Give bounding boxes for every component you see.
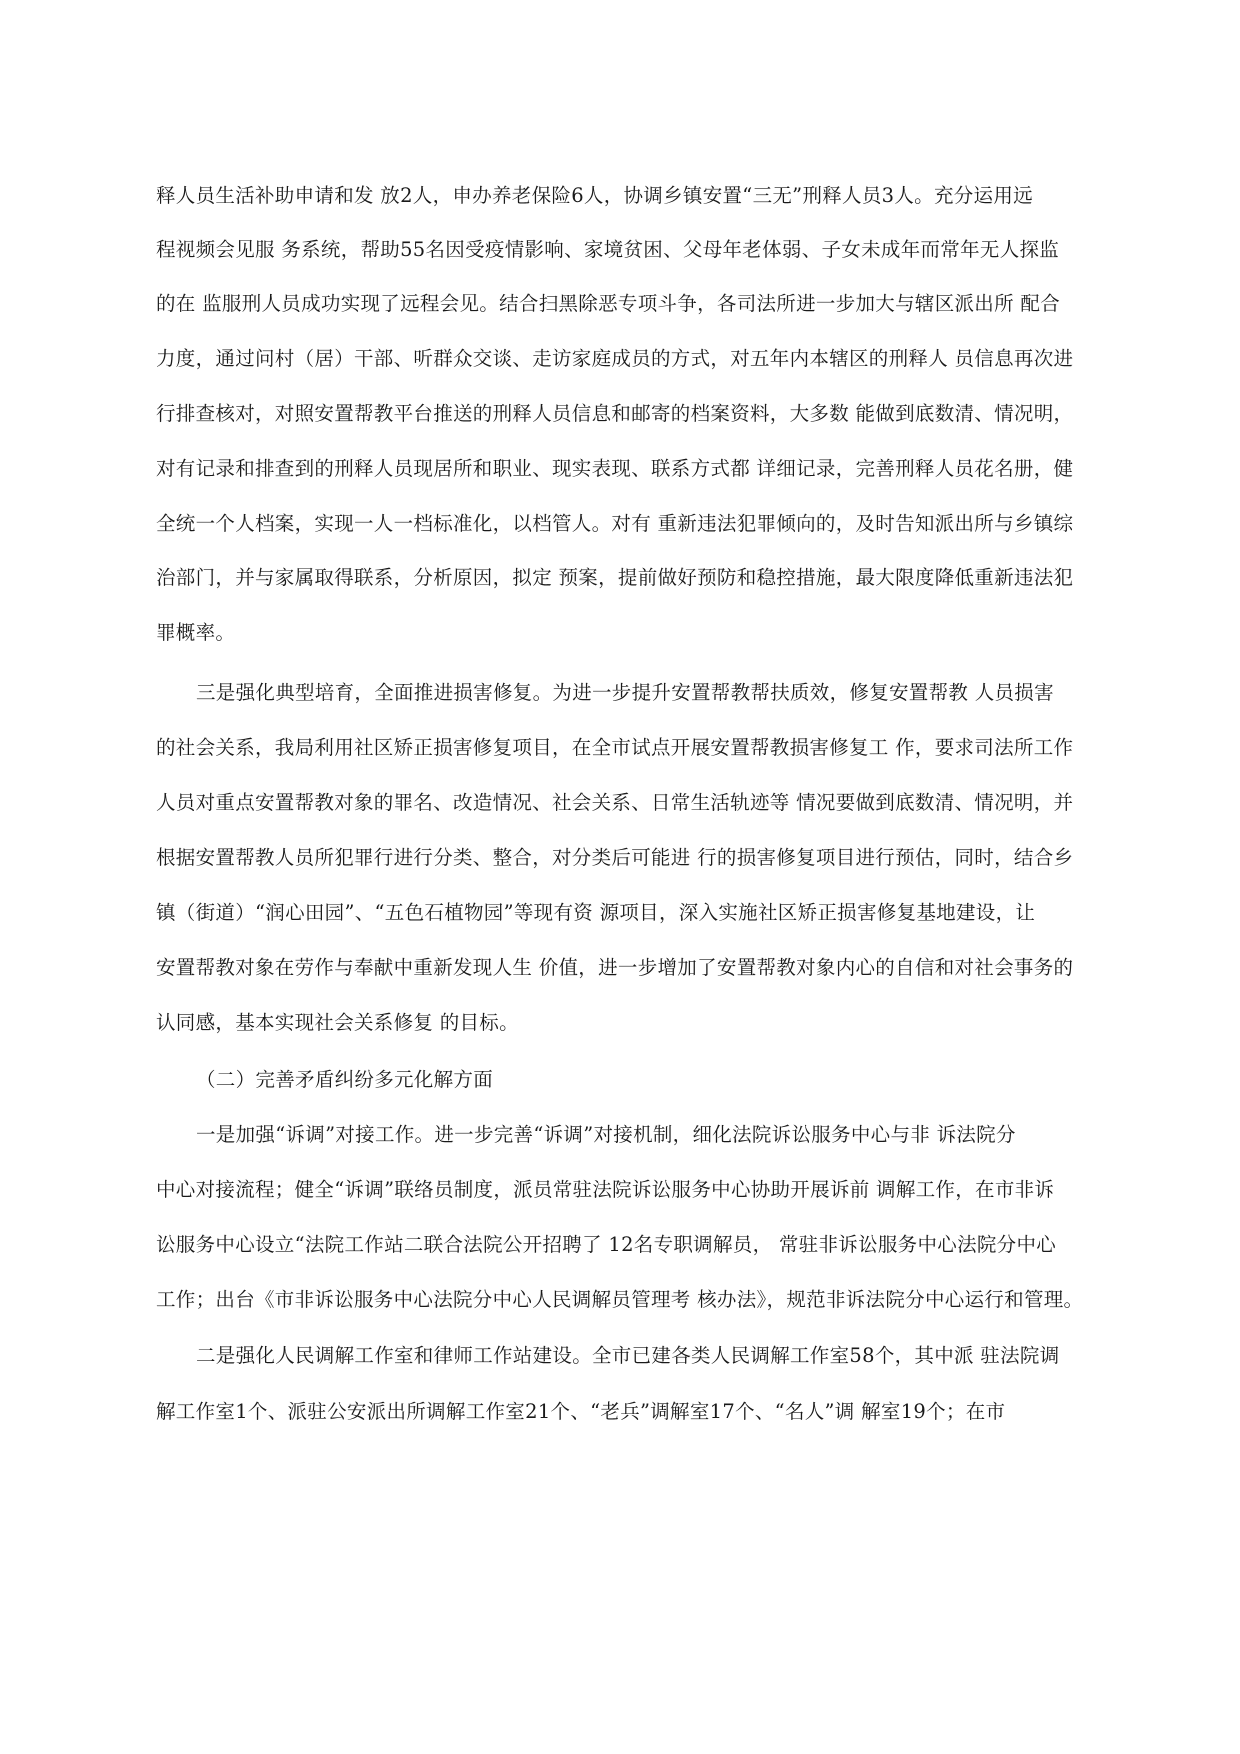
text-line: 全统一个人档案，实现一人一档标准化，以档管人。对有 重新违法犯罪倾向的，及时告知派出所与乡镇综 (156, 512, 1074, 535)
paragraph-start-line: 二是强化人民调解工作室和律师工作站建设。全市已建各类人民调解工作室58个，其中派 驻法院调 (196, 1344, 1060, 1367)
text-line: 解工作室1个、派驻公安派出所调解工作室21个、“老兵”调解室17个、“名人”调 解室19个；在市 (156, 1400, 1006, 1423)
section-heading: （二）完善矛盾纠纷多元化解方面 (196, 1068, 494, 1091)
text-line: 根据安置帮教人员所犯罪行进行分类、整合，对分类后可能进 行的损害修复项目进行预估，同时，结合乡 (156, 846, 1074, 869)
text-line: 认同感，基本实现社会关系修复 的目标。 (156, 1011, 519, 1034)
text-line: 行排查核对，对照安置帮教平台推送的刑释人员信息和邮寄的档案资料，大多数 能做到底数清、情况明， (156, 402, 1074, 425)
text-line: 对有记录和排查到的刑释人员现居所和职业、现实表现、联系方式都 详细记录，完善刑释人员花名册，健 (156, 457, 1074, 480)
text-line: 安置帮教对象在劳作与奉献中重新发现人生 价值，进一步增加了安置帮教对象内心的自信和对社会事务的 (156, 956, 1074, 979)
text-line: 力度，通过问村（居）干部、听群众交谈、走访家庭成员的方式，对五年内本辖区的刑释人 员信息再次进 (156, 347, 1074, 370)
paragraph-start-line: 三是强化典型培育，全面推进损害修复。为进一步提升安置帮教帮扶质效，修复安置帮教 人员损害 (196, 681, 1054, 704)
text-line: 工作；出台《市非诉讼服务中心法院分中心人民调解员管理考 核办法》，规范非诉法院分中心运行和管理。 (156, 1288, 1084, 1311)
text-line: 镇（街道）“润心田园”、“五色石植物园”等现有资 源项目，深入实施社区矫正损害修复基地建设，让 (156, 901, 1036, 924)
text-line: 人员对重点安置帮教对象的罪名、改造情况、社会关系、日常生活轨迹等 情况要做到底数清、情况明，并 (156, 791, 1074, 814)
text-line: 的在 监服刑人员成功实现了远程会见。结合扫黑除恶专项斗争，各司法所进一步加大与辖区派出所 配合 (156, 292, 1060, 315)
text-line: 释人员生活补助申请和发 放2人，申办养老保险6人，协调乡镇安置“三无”刑释人员3人。充分运用远 (156, 184, 1033, 207)
paragraph-start-line: 一是加强“诉调”对接工作。进一步完善“诉调”对接机制，细化法院诉讼服务中心与非 诉法院分 (196, 1123, 1016, 1146)
text-line: 讼服务中心设立“法院工作站二联合法院公开招聘了 12名专职调解员， 常驻非诉讼服务中心法院分中心 (156, 1233, 1057, 1256)
text-line: 罪概率。 (156, 621, 236, 644)
text-line: 治部门，并与家属取得联系，分析原因，拟定 预案，提前做好预防和稳控措施，最大限度降低重新违法犯 (156, 566, 1074, 589)
text-line: 程视频会见服 务系统，帮助55名因受疫情影响、家境贫困、父母年老体弱、子女未成年而常年无人探监 (156, 238, 1060, 261)
text-line: 中心对接流程；健全“诉调”联络员制度，派员常驻法院诉讼服务中心协助开展诉前 调解工作，在市非诉 (156, 1178, 1055, 1201)
text-line: 的社会关系，我局利用社区矫正损害修复项目，在全市试点开展安置帮教损害修复工 作，要求司法所工作 (156, 736, 1074, 759)
